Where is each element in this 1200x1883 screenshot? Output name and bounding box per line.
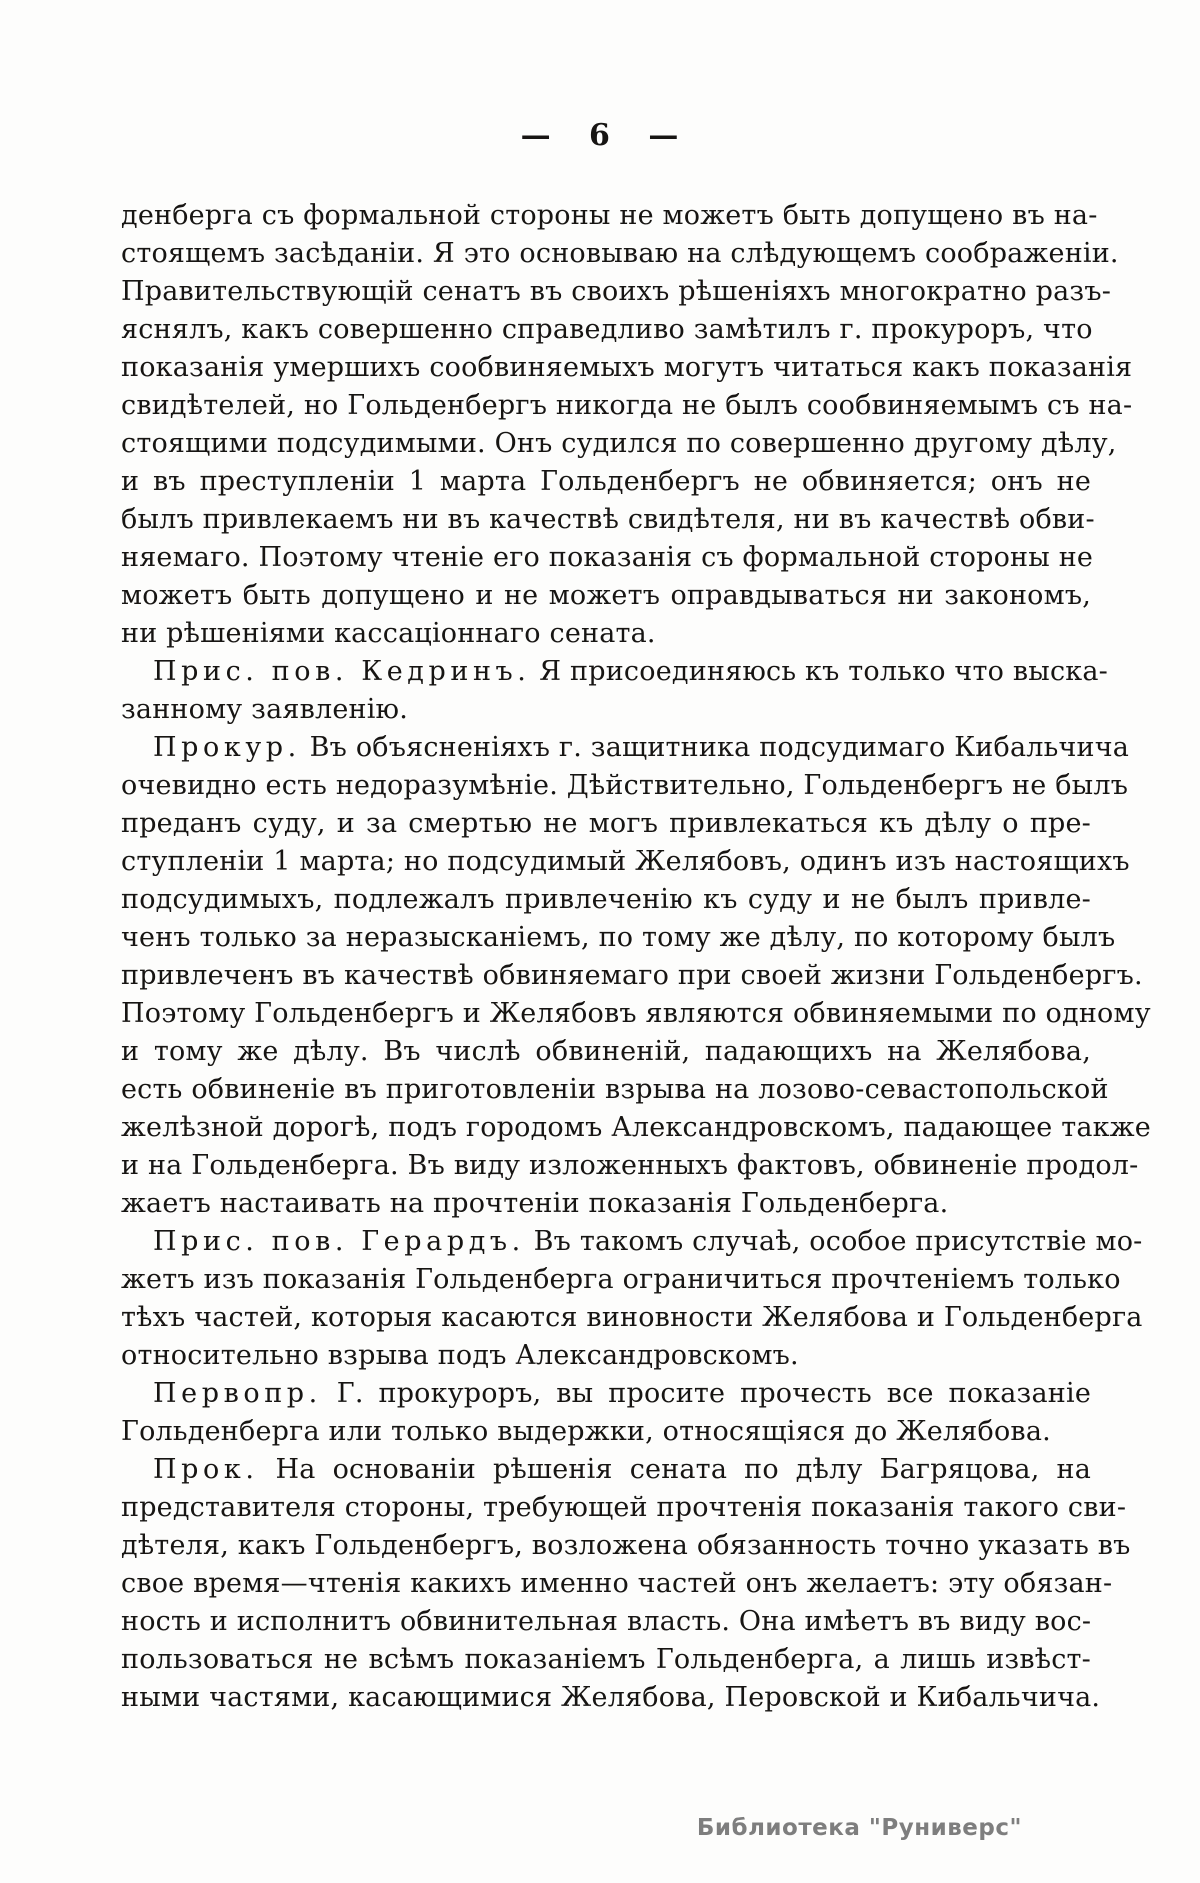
text-line: Прис. пов. Герардъ. Въ такомъ случаѣ, особое присутствіе мо- (153, 1226, 1143, 1257)
speaker-name: Прис. пов. Герардъ. (153, 1226, 525, 1257)
text-line: и въ преступленіи 1 марта Гольденбергъ не обвиняется; онъ не (121, 466, 1091, 497)
speaker-name: Первопр. (153, 1378, 322, 1409)
paragraph (121, 1451, 1131, 1717)
text-line: свидѣтелей, но Гольденбергъ никогда не былъ сообвиняемымъ съ на- (121, 390, 1133, 421)
text-line: былъ привлекаемъ ни въ качествѣ свидѣтеля, ни въ качествѣ обви- (121, 504, 1095, 535)
page-number: — 6 — (520, 118, 680, 153)
paragraph (121, 1223, 1143, 1375)
runivers-library-watermark: Библиотека "Руниверс" (696, 1815, 1022, 1841)
paragraph (121, 1375, 1091, 1451)
text-line: стоящими подсудимыми. Онъ судился по совершенно другому дѣлу, (121, 428, 1117, 459)
text-line: представителя стороны, требующей прочтенія показанія такого сви- (121, 1492, 1127, 1523)
text-line: ни рѣшеніями кассаціоннаго сената. (121, 618, 656, 649)
text-line: желѣзной дорогѣ, подъ городомъ Александровскомъ, падающее также (121, 1112, 1151, 1143)
text-line: няемаго. Поэтому чтеніе его показанія съ формальной стороны не (121, 542, 1094, 573)
text-line: свое время—чтенія какихъ именно частей онъ желаетъ: эту обязан- (121, 1568, 1113, 1599)
text-line: тѣхъ частей, которыя касаются виновности Желябова и Гольденберга (121, 1302, 1143, 1333)
paragraph (121, 729, 1151, 1223)
page-body (121, 197, 1151, 1717)
text-line: занному заявленію. (121, 694, 409, 725)
text-line: Правительствующій сенатъ въ своихъ рѣшеніяхъ многократно разъ- (121, 276, 1112, 307)
text-line: подсудимыхъ, подлежалъ привлеченію къ суду и не былъ привле- (121, 884, 1091, 915)
text-line: привлеченъ въ качествѣ обвиняемаго при своей жизни Гольденбергъ. (121, 960, 1143, 991)
text-line: Прис. пов. Кедринъ. Я присоединяюсь къ только что выска- (153, 656, 1108, 687)
text-line: очевидно есть недоразумѣніе. Дѣйствительно, Гольденбергъ не былъ (121, 770, 1129, 801)
text-line: жетъ изъ показанія Гольденберга ограничиться прочтеніемъ только (121, 1264, 1121, 1295)
text-line: ность и исполнитъ обвинительная власть. Она имѣетъ въ виду вос- (121, 1606, 1092, 1637)
text-line: ступленіи 1 марта; но подсудимый Желябовъ, одинъ изъ настоящихъ (121, 846, 1130, 877)
speaker-name: Прок. (153, 1454, 259, 1485)
text-line: яснялъ, какъ совершенно справедливо замѣтилъ г. прокуроръ, что (121, 314, 1093, 345)
text-line: Поэтому Гольденбергъ и Желябовъ являются обвиняемыми по одному (121, 998, 1151, 1029)
text-line: относительно взрыва подъ Александровскомъ. (121, 1340, 799, 1371)
text-line: ными частями, касающимися Желябова, Перовской и Кибальчича. (121, 1682, 1101, 1713)
text-line: показанія умершихъ сообвиняемыхъ могутъ читаться какъ показанія (121, 352, 1133, 383)
paragraph (121, 197, 1133, 653)
text-line: преданъ суду, и за смертью не могъ привлекаться къ дѣлу о пре- (121, 808, 1091, 839)
text-line: дѣтеля, какъ Гольденбергъ, возложена обязанность точно указать въ (121, 1530, 1131, 1561)
paragraph (121, 653, 1108, 729)
text-line: пользоваться не всѣмъ показаніемъ Гольденберга, а лишь извѣст- (121, 1644, 1091, 1675)
text-line: и тому же дѣлу. Въ числѣ обвиненій, падающихъ на Желябова, (121, 1036, 1091, 1067)
text-line: ченъ только за неразысканіемъ, по тому же дѣлу, по которому былъ (121, 922, 1116, 953)
text-line: Первопр. Г. прокуроръ, вы просите прочесть все показаніе (153, 1378, 1091, 1409)
text-line: можетъ быть допущено и не можетъ оправдываться ни закономъ, (121, 580, 1091, 611)
speaker-name: Прис. пов. Кедринъ. (153, 656, 531, 687)
text-line: Гольденберга или только выдержки, относящіяся до Желябова. (121, 1416, 1051, 1447)
text-line: есть обвиненіе въ приготовленіи взрыва на лозово-севастопольской (121, 1074, 1109, 1105)
text-line: и на Гольденберга. Въ виду изложенныхъ фактовъ, обвиненіе продол- (121, 1150, 1139, 1181)
text-line: Прокур. Въ объясненіяхъ г. защитника подсудимаго Кибальчича (153, 732, 1130, 763)
text-line: денберга съ формальной стороны не можетъ быть допущено въ на- (121, 200, 1098, 231)
text-line: жаетъ настаивать на прочтеніи показанія Гольденберга. (121, 1188, 949, 1219)
speaker-name: Прокур. (153, 732, 301, 763)
text-line: Прок. На основаніи рѣшенія сената по дѣлу Багряцова, на (153, 1454, 1091, 1485)
text-line: стоящемъ засѣданіи. Я это основываю на слѣдующемъ соображеніи. (121, 238, 1119, 269)
